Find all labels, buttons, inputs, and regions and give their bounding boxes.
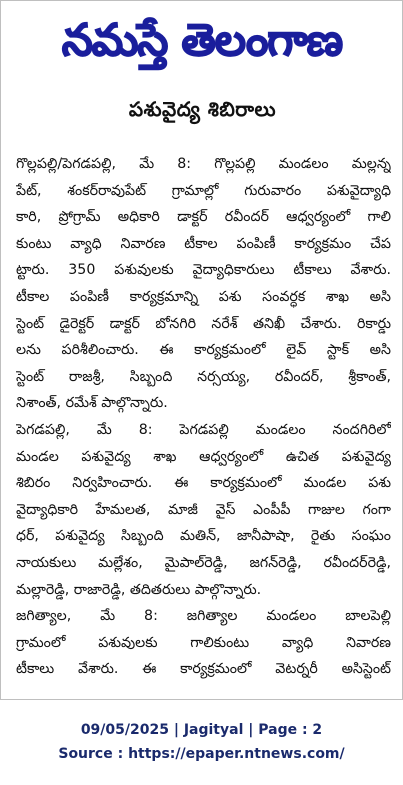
article-line: టీకాలు వేశారు. ఈ కార్యక్రమంలో వెటర్నరీ అసిస్టెంట్ [16,661,391,678]
source-link[interactable]: Source : https://epaper.ntnews.com/ [58,746,345,762]
masthead-title: నమస్తే తెలంగాణ [61,15,343,66]
article-line: జగిత్యాల, మే 8: జగిత్యాల మండలం బాలపెల్లి [16,608,391,625]
article-line: నాయకులు మల్లేశం, మైపాల్‌రెడ్డి, జగన్‌రెడ్డి, రవీందర్‌రెడ్డి, [16,554,391,571]
article-line: గొల్లపల్లి/పెగడపల్లి, మే 8: గొల్లపల్లి మండలం మల్లన్న [16,156,391,172]
article-line: మల్లారెడ్డి, రాజారెడ్డి, తదితరులు పాల్గొన్నారు. [16,581,262,598]
article-line: స్టెంట్ డైరెక్టర్ డాక్టర్ బోనగిరి నరేశ్ తనిఖీ చేశారు. రికార్డు [16,315,391,332]
article-line: శిబిరం నిర్వహించారు. ఈ కార్యక్రమంలో మండల పశు [16,475,391,492]
article-line: లను పరిశీలించారు. ఈ కార్యక్రమంలో లైవ్ స్టాక్ అసి [16,342,391,359]
article-line: మండల పశువైద్య శాఖ ఆధ్వర్యంలో ఉచిత పశువైద్య [16,448,391,465]
article-line: పెగడపల్లి, మే 8: పెగడపల్లి మండలం నందగిరిలో [16,421,391,438]
article-line: నిశాంత్, రమేశ్ పాల్గొన్నారు. [16,395,168,412]
article-line: ధర్, పశువైద్య సిబ్బంది మతిన్, జానీపాషా, రైతు సంఘం [16,528,391,545]
article-headline: పశువైద్య శిబిరాలు [128,97,277,121]
article-line: వైద్యాధికారి హేమలత, మాజీ వైస్ ఎంపీపీ గాజుల గంగా [16,501,391,518]
masthead [9,9,395,73]
article-body [16,151,391,683]
article-line: టీకాల పంపిణీ కార్యక్రమాన్ని పశు సంవర్ధక శాఖ అసి [16,288,391,305]
article-line: కుంటు వ్యాధి నివారణ టీకాల పంపిణీ కార్యక్రమం చేప [16,235,391,252]
article-line: గ్రామంలో పశువులకు గాలికుంటు వ్యాధి నివారణ [16,634,391,651]
article-line: స్టెంట్ రాజశ్రీ, సిబ్బంది నర్సయ్య, రవీందర్, శ్రీకాంత్, [16,368,391,385]
article-line: కారి, ప్రోగ్రామ్ అధికారి డాక్టర్ రవీందర్ ఆధ్వర్యంలో గాలి [16,209,391,226]
article-line: పేట్, శంకర్‌రావుపేట్ గ్రామాల్లో గురువారం పశువైద్యాధి [16,182,391,199]
edition-info: 09/05/2025 | Jagityal | Page : 2 [80,722,323,738]
article-line: ట్టారు. 350 పశువులకు వైద్యాధికారులు టీకాలు వేశారు. [16,262,391,279]
